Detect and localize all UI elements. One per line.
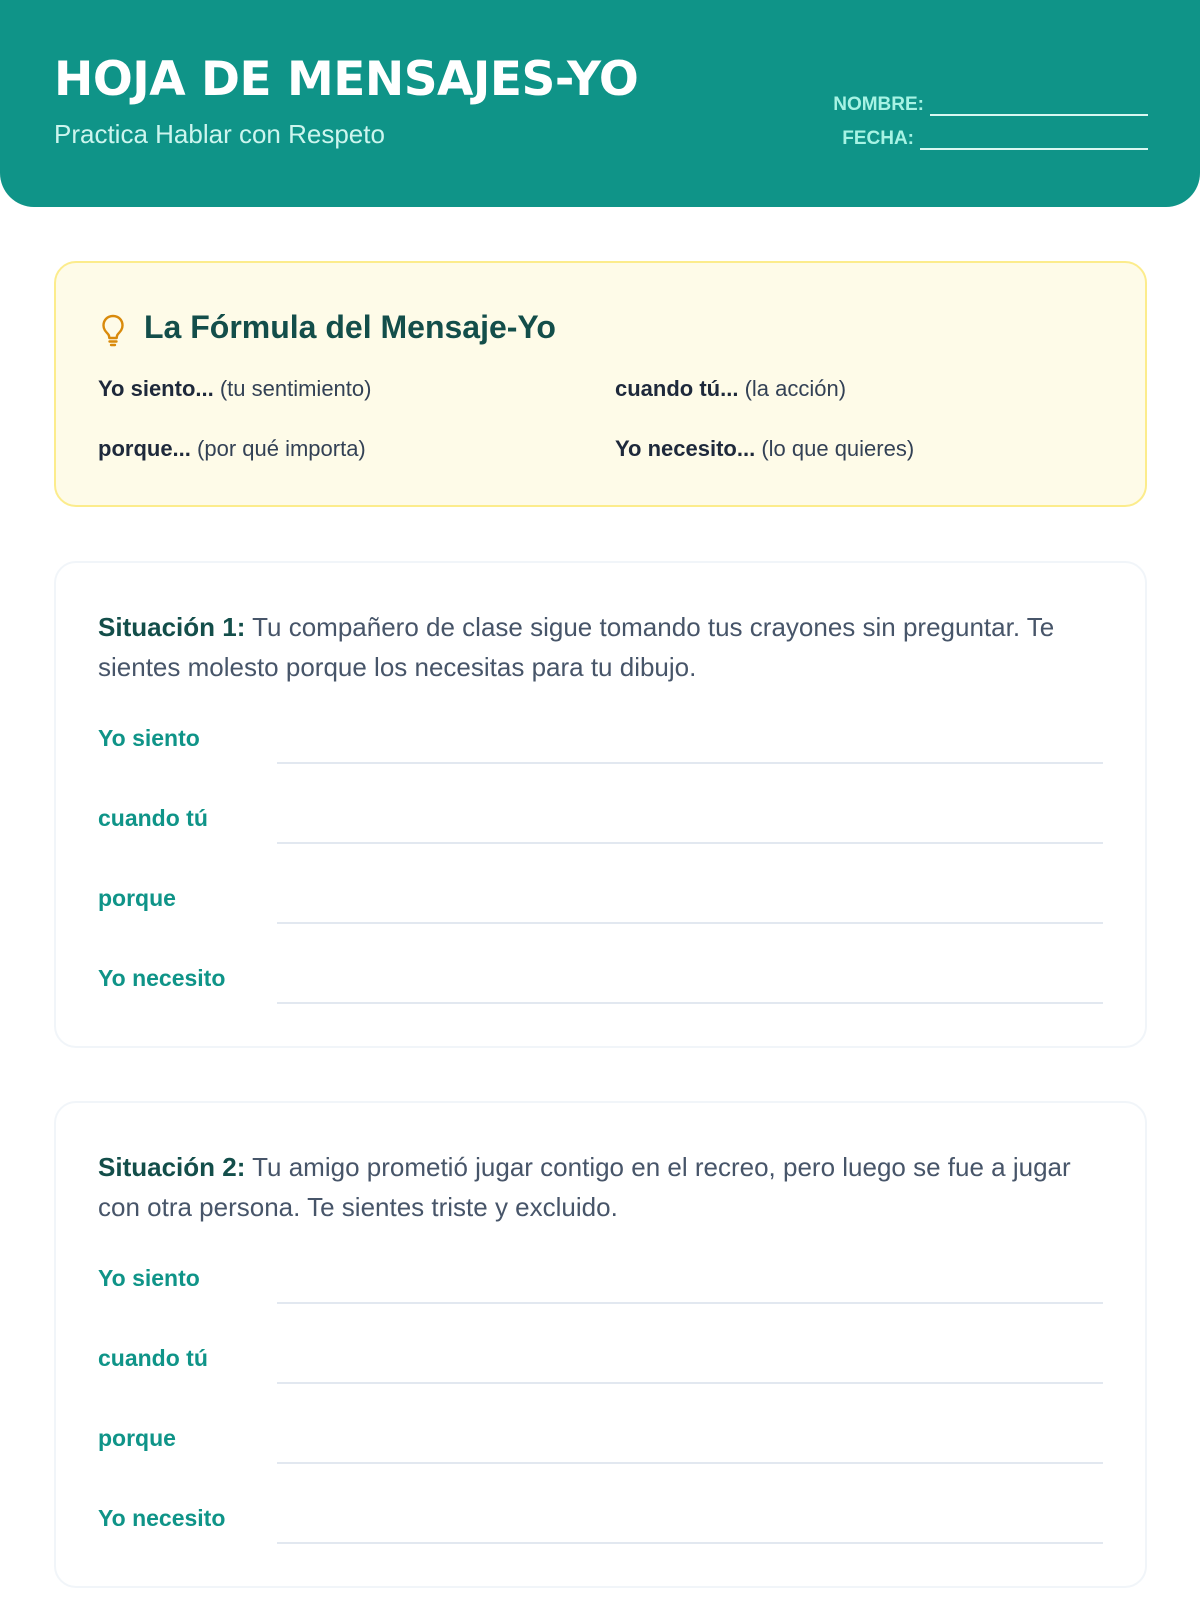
situation-card-1 bbox=[54, 561, 1147, 1048]
name-label: NOMBRE: bbox=[833, 94, 924, 115]
answer-line-reason[interactable] bbox=[277, 922, 1103, 924]
row-label-feeling: Yo siento bbox=[98, 1265, 200, 1291]
page-title: HOJA DE MENSAJES-YO bbox=[54, 52, 639, 107]
row-label-feeling: Yo siento bbox=[98, 725, 200, 751]
date-label: FECHA: bbox=[842, 128, 914, 149]
row-label-need: Yo necesito bbox=[98, 965, 226, 991]
answer-line-reason[interactable] bbox=[277, 1462, 1103, 1464]
answer-line-action[interactable] bbox=[277, 842, 1103, 844]
formula-item-reason bbox=[98, 436, 366, 462]
lightbulb-icon bbox=[100, 313, 126, 347]
row-label-need: Yo necesito bbox=[98, 1505, 226, 1531]
row-label-action: cuando tú bbox=[98, 1345, 208, 1371]
header bbox=[0, 0, 1200, 207]
row-label-reason: porque bbox=[98, 885, 176, 911]
situation-description: Tu amigo prometió jugar contigo en el recreo, pero luego se fue a jugar con otra persona. Te sientes triste y excluido. bbox=[98, 1152, 1071, 1222]
answer-line-need[interactable] bbox=[277, 1002, 1103, 1004]
formula-title: La Fórmula del Mensaje-Yo bbox=[144, 309, 556, 345]
page-subtitle: Practica Hablar con Respeto bbox=[54, 119, 385, 149]
formula-item-action bbox=[615, 376, 846, 402]
formula-term: Yo siento... bbox=[98, 376, 214, 401]
formula-box bbox=[54, 261, 1147, 507]
formula-term: cuando tú... bbox=[615, 376, 739, 401]
situation-label: Situación 1: bbox=[98, 612, 246, 642]
answer-line-feeling[interactable] bbox=[277, 762, 1103, 764]
formula-desc: (tu sentimiento) bbox=[219, 376, 372, 401]
name-blank-line[interactable] bbox=[930, 96, 1148, 116]
answer-line-action[interactable] bbox=[277, 1382, 1103, 1384]
answer-line-feeling[interactable] bbox=[277, 1302, 1103, 1304]
name-field[interactable] bbox=[833, 94, 1148, 116]
date-blank-line[interactable] bbox=[920, 130, 1148, 150]
row-label-action: cuando tú bbox=[98, 805, 208, 831]
formula-desc: (la acción) bbox=[744, 376, 847, 401]
date-field[interactable] bbox=[842, 128, 1148, 150]
formula-item-feeling bbox=[98, 376, 371, 402]
answer-line-need[interactable] bbox=[277, 1542, 1103, 1544]
situation-text bbox=[98, 1147, 1108, 1227]
formula-term: porque... bbox=[98, 436, 191, 461]
situation-text bbox=[98, 607, 1108, 687]
formula-term: Yo necesito... bbox=[615, 436, 756, 461]
formula-desc: (lo que quieres) bbox=[761, 436, 915, 461]
formula-item-need bbox=[615, 436, 914, 462]
situation-label: Situación 2: bbox=[98, 1152, 246, 1182]
formula-desc: (por qué importa) bbox=[197, 436, 366, 461]
situation-description: Tu compañero de clase sigue tomando tus crayones sin preguntar. Te sientes molesto porque los necesitas para tu dibujo. bbox=[98, 612, 1055, 682]
situation-card-2 bbox=[54, 1101, 1147, 1588]
row-label-reason: porque bbox=[98, 1425, 176, 1451]
